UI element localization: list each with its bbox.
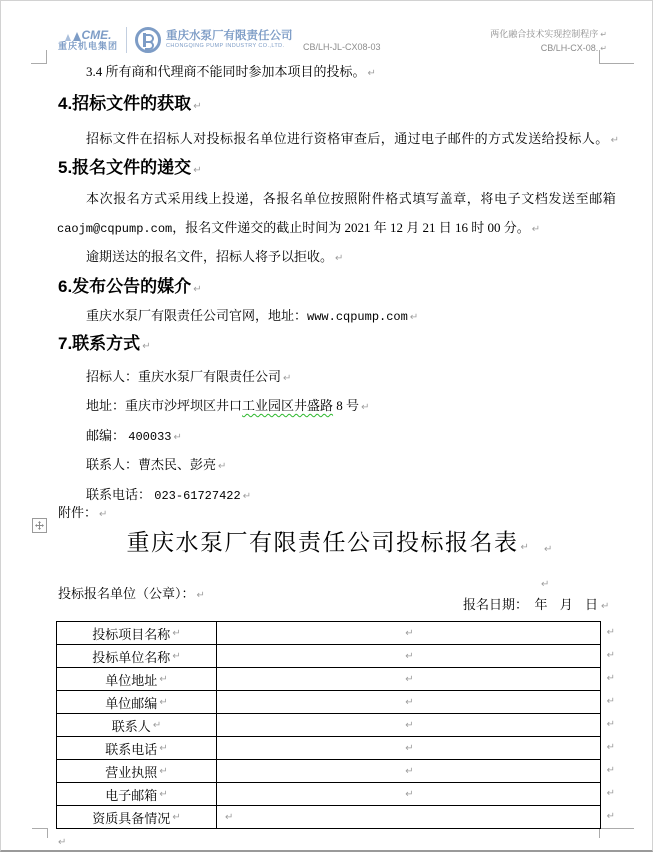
pilcrow-mark: ↵ bbox=[335, 253, 344, 264]
pilcrow-mark: ↵ bbox=[283, 373, 292, 384]
pilcrow-mark: ↵ bbox=[193, 101, 202, 112]
row-value-cell[interactable] bbox=[217, 714, 600, 736]
para-5-line1: 本次报名方式采用线上投递，各报名单位按照附件格式填写盖章，将电子文档发送至邮箱 bbox=[86, 191, 617, 206]
doc-code-right: CB/LH-CX-08. ↵ bbox=[540, 43, 607, 53]
pilcrow-mark: ↵ bbox=[367, 68, 376, 79]
pilcrow-mark: ↵ bbox=[58, 837, 67, 848]
para-4: 招标文件在招标人对投标报名单位进行资格审查后，通过电子邮件的方式发送给投标人。 ↵ bbox=[86, 131, 620, 146]
pilcrow-mark: ↵ bbox=[193, 284, 202, 295]
pilcrow-mark: ↵ bbox=[606, 719, 615, 730]
pilcrow-mark: ↵ bbox=[405, 673, 414, 685]
pilcrow-mark: ↵ bbox=[601, 601, 610, 612]
row-label: 联系人 ↵ bbox=[57, 714, 217, 736]
pilcrow-mark: ↵ bbox=[405, 696, 414, 708]
pilcrow-mark: ↵ bbox=[606, 650, 615, 661]
pilcrow-mark: ↵ bbox=[531, 224, 541, 235]
clause-3-4: 3.4 所有商和代理商不能同时参加本项目的投标。 ↵ bbox=[86, 64, 376, 79]
pilcrow-mark: ↵ bbox=[242, 491, 252, 502]
mountain-icon bbox=[65, 34, 71, 41]
pilcrow-mark: ↵ bbox=[520, 542, 531, 553]
date-line: 报名日期： 年 月 日 ↵ bbox=[463, 597, 610, 612]
pilcrow-mark: ↵ bbox=[361, 402, 370, 413]
contact-person: 联系人：曹杰民、彭亮 ↵ bbox=[86, 457, 227, 472]
postcode-text: 400033 bbox=[128, 430, 172, 444]
company-logo bbox=[58, 27, 293, 53]
pilcrow-mark: ↵ bbox=[159, 696, 168, 708]
text-boundary-corner-mark bbox=[599, 50, 634, 64]
pilcrow-mark: ↵ bbox=[606, 627, 615, 638]
move-arrows-icon bbox=[35, 521, 44, 530]
pilcrow-mark: ↵ bbox=[172, 627, 181, 639]
contact-phone: 联系电话： 023-61727422 ↵ bbox=[86, 487, 252, 503]
pilcrow-mark: ↵ bbox=[541, 579, 550, 590]
pilcrow-mark: ↵ bbox=[159, 765, 168, 777]
para-5-line2: caojm@cqpump.com，报名文件递交的截止时间为 2021 年 12 月 21 日 16 时 00 分。 ↵ bbox=[57, 220, 541, 236]
attachment-label: 附件： ↵ bbox=[58, 505, 108, 520]
pilcrow-mark: ↵ bbox=[159, 742, 168, 754]
row-label: 联系电话 ↵ bbox=[57, 737, 217, 759]
table-row-company-name bbox=[57, 645, 615, 668]
pilcrow-mark: ↵ bbox=[606, 742, 615, 753]
pilcrow-mark: ↵ bbox=[173, 432, 182, 443]
cme-group-logo bbox=[58, 29, 118, 52]
pilcrow-mark: ↵ bbox=[196, 590, 205, 601]
row-value-cell[interactable] bbox=[217, 806, 600, 828]
pilcrow-mark: ↵ bbox=[606, 811, 615, 822]
website-url-text: www.cqpump.com bbox=[307, 310, 408, 324]
contact-address: 地址：重庆市沙坪坝区井口工业园区井盛路 8 号 ↵ bbox=[86, 398, 370, 413]
row-label: 电子邮箱 ↵ bbox=[57, 783, 217, 805]
pump-emblem-icon bbox=[135, 27, 161, 53]
para-5-overdue: 逾期送达的报名文件，招标人将予以拒收。 ↵ bbox=[86, 249, 344, 264]
row-value-cell[interactable] bbox=[217, 783, 600, 805]
row-label: 资质具备情况 ↵ bbox=[57, 806, 217, 828]
date-fields: 年 月 日 bbox=[534, 597, 600, 612]
heading-6: 6.发布公告的媒介 ↵ bbox=[58, 277, 202, 296]
table-row-address bbox=[57, 668, 615, 691]
contact-bidder: 招标人：重庆水泵厂有限责任公司 ↵ bbox=[86, 369, 292, 384]
spellcheck-underlined-text: 工业园区井盛路 bbox=[242, 398, 334, 413]
pilcrow-mark: ↵ bbox=[606, 788, 615, 799]
pilcrow-mark: ↵ bbox=[405, 788, 414, 800]
pilcrow-mark: ↵ bbox=[409, 312, 419, 323]
mountain-icon bbox=[73, 32, 81, 41]
pilcrow-mark: ↵ bbox=[193, 165, 202, 176]
phone-number-text: 023-61727422 bbox=[154, 489, 241, 503]
table-row-contact-person bbox=[57, 714, 615, 737]
pilcrow-mark: ↵ bbox=[159, 673, 168, 685]
row-value-cell[interactable] bbox=[217, 760, 600, 782]
text-boundary-corner-mark bbox=[32, 828, 48, 838]
pilcrow-mark: ↵ bbox=[600, 30, 607, 39]
pilcrow-mark: ↵ bbox=[610, 135, 620, 146]
text-boundary-corner-mark bbox=[31, 50, 47, 64]
pump-company-logo bbox=[135, 27, 293, 53]
pilcrow-mark: ↵ bbox=[152, 719, 162, 731]
pilcrow-mark: ↵ bbox=[606, 765, 615, 776]
row-value-cell[interactable] bbox=[217, 691, 600, 713]
row-value-cell[interactable] bbox=[217, 737, 600, 759]
heading-5: 5.报名文件的递交 ↵ bbox=[58, 158, 202, 177]
pilcrow-mark: ↵ bbox=[405, 765, 414, 777]
pilcrow-mark: ↵ bbox=[218, 461, 227, 472]
table-row-postcode bbox=[57, 691, 615, 714]
pilcrow-mark: ↵ bbox=[606, 696, 615, 707]
pilcrow-mark: ↵ bbox=[405, 742, 414, 754]
seal-line: 投标报名单位（公章）： ↵ bbox=[58, 586, 205, 601]
table-row-business-license bbox=[57, 760, 615, 783]
row-label: 投标项目名称 ↵ bbox=[57, 622, 217, 644]
para-6: 重庆水泵厂有限责任公司官网，地址：www.cqpump.com ↵ bbox=[86, 308, 419, 324]
text-boundary-corner-mark bbox=[599, 828, 634, 838]
pilcrow-mark: ↵ bbox=[225, 811, 234, 823]
table-row-qualifications bbox=[57, 806, 615, 828]
program-name: 两化融合技术实现控制程序 ↵ bbox=[490, 29, 607, 39]
cme-wordmark: CME. bbox=[81, 27, 112, 42]
table-row-email bbox=[57, 783, 615, 806]
pilcrow-mark: ↵ bbox=[544, 544, 553, 555]
pilcrow-mark: ↵ bbox=[405, 719, 414, 731]
row-value-cell[interactable] bbox=[217, 645, 600, 667]
heading-4: 4.招标文件的获取 ↵ bbox=[58, 94, 202, 113]
pilcrow-mark: ↵ bbox=[405, 627, 414, 639]
row-label: 单位地址 ↵ bbox=[57, 668, 217, 690]
doc-code-center: CB/LH-JL-CX08-03 bbox=[303, 42, 381, 52]
logo-divider bbox=[126, 27, 127, 53]
heading-7: 7.联系方式 ↵ bbox=[58, 334, 151, 353]
email-text: caojm@cqpump.com bbox=[57, 222, 173, 236]
pilcrow-mark: ↵ bbox=[142, 341, 151, 352]
row-value-cell[interactable] bbox=[217, 668, 600, 690]
table-row-project-name bbox=[57, 622, 615, 645]
signup-table bbox=[56, 621, 615, 829]
form-title: 重庆水泵厂有限责任公司投标报名表 ↵ bbox=[126, 530, 531, 555]
pilcrow-mark: ↵ bbox=[600, 44, 607, 53]
pilcrow-mark: ↵ bbox=[172, 811, 181, 823]
cme-group-name: 重庆机电集团 bbox=[58, 40, 119, 51]
table-move-handle[interactable] bbox=[32, 518, 47, 533]
table-row-contact-phone bbox=[57, 737, 615, 760]
contact-postcode: 邮编： 400033 ↵ bbox=[86, 428, 182, 444]
pilcrow-mark: ↵ bbox=[99, 509, 108, 520]
pump-company-name-en: CHONGQING PUMP INDUSTRY CO.,LTD. bbox=[166, 43, 285, 49]
row-label: 单位邮编 ↵ bbox=[57, 691, 217, 713]
pilcrow-mark: ↵ bbox=[159, 788, 168, 800]
pilcrow-mark: ↵ bbox=[172, 650, 181, 662]
row-value-cell[interactable] bbox=[217, 622, 600, 644]
pilcrow-mark: ↵ bbox=[405, 650, 414, 662]
pilcrow-mark: ↵ bbox=[606, 673, 615, 684]
row-label: 投标单位名称 ↵ bbox=[57, 645, 217, 667]
row-label: 营业执照 ↵ bbox=[57, 760, 217, 782]
pump-company-name-cn: 重庆水泵厂有限责任公司 bbox=[166, 30, 293, 42]
